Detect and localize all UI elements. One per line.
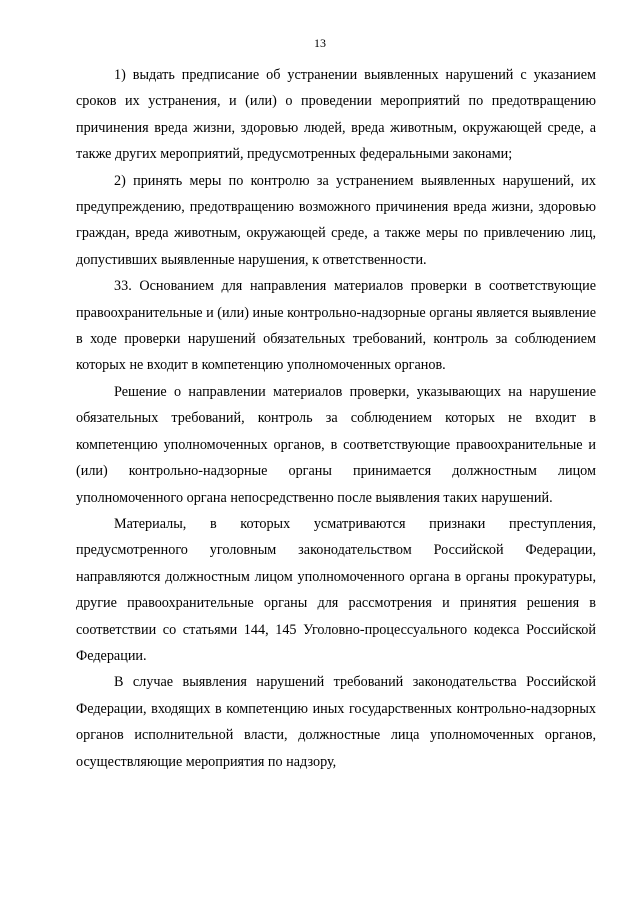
- paragraph-2-take-measures: 2) принять меры по контролю за устранением выявленных нарушений, их предупреждению, предотвращению возможного причинения вреда жизни, здоровью граждан, вреда животным, окружающей среде, а также меры по привлечению лиц, допустивших выявленные нарушения, к ответственности.: [76, 172, 596, 268]
- page-number: 13: [314, 36, 326, 50]
- paragraph-decision: Решение о направлении материалов проверки, указывающих на нарушение обязательных требований, контроль за соблюдением которых не входит в компетенцию уполномоченных органов, в соответствующие правоохранительные и (или) контрольно-надзорные органы принимается должностным лицом уполномоченного органа непосредственно после выявления таких нарушений.: [76, 383, 596, 506]
- paragraph-1-issue-order: 1) выдать предписание об устранении выявленных нарушений с указанием сроков их устранения, и (или) о проведении мероприятий по предотвращению причинения вреда жизни, здоровью людей, вреда животным, окружающей среде, а также других мероприятий, предусмотренных федеральными законами;: [76, 67, 596, 163]
- paragraph-violations: В случае выявления нарушений требований законодательства Российской Федерации, входящих в компетенцию иных государственных контрольно-надзорных органов исполнительной власти, должностные лица уполномоченных органов, осуществляющие мероприятия по надзору,: [76, 674, 596, 770]
- document-body: [76, 62, 596, 775]
- paragraph-33-grounds: 33. Основанием для направления материалов проверки в соответствующие правоохранительные и (или) иные контрольно-надзорные органы является выявление в ходе проверки нарушений обязательных требований, контроль за соблюдением которых не входит в компетенцию уполномоченных органов.: [76, 278, 597, 374]
- paragraph-materials: Материалы, в которых усматриваются признаки преступления, предусмотренного уголовным законодательством Российской Федерации, направляются должностным лицом уполномоченного органа в органы прокуратуры, другие правоохранительные органы для рассмотрения и принятия решения в соответствии со статьями 144, 145 Уголовно-процессуального кодекса Российской Федерации.: [76, 515, 596, 664]
